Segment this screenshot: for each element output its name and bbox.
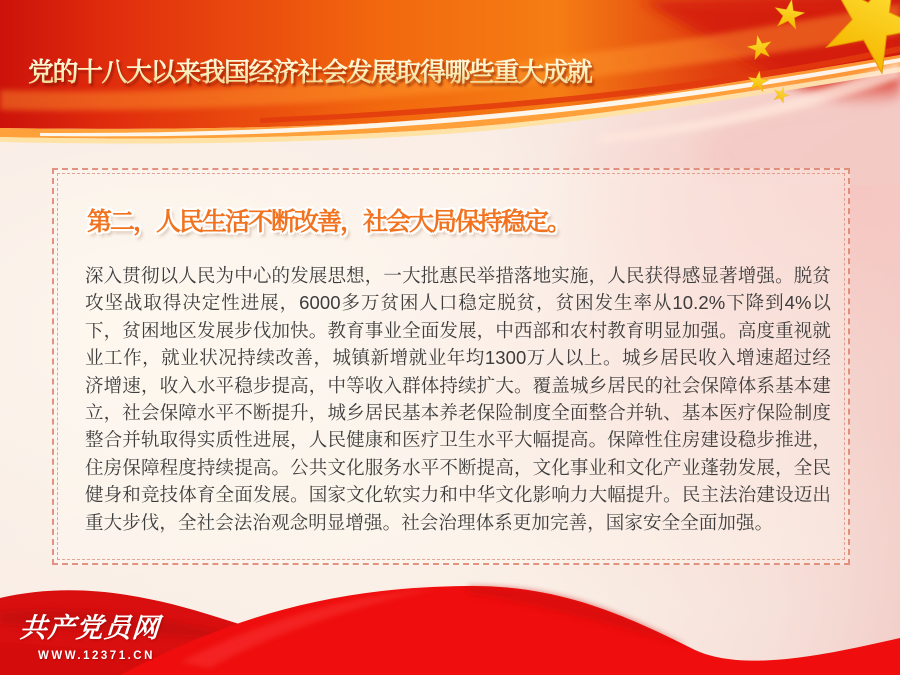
site-logo-name: 共产党员网 bbox=[18, 613, 161, 643]
site-logo-url: WWW.12371.CN bbox=[38, 650, 155, 662]
header-band bbox=[0, 0, 900, 185]
section-heading: 第二，人民生活不断改善，社会大局保持稳定。 bbox=[87, 208, 571, 236]
site-logo bbox=[20, 606, 200, 662]
body-paragraph: 深入贯彻以人民为中心的发展思想，一大批惠民举措落地实施，人民获得感显著增强。脱贫攻坚战取得决定性进展，6000多万贫困人口稳定脱贫，贫困发生率从10.2%下降到4%以下，贫困地区发展步伐加快。教育事业全面发展，中西部和农村教育明显加强。高度重视就业工作，就业状况持续改善，城镇新增就业年均1300万人以上。城乡居民收入增速超过经济增速，收入水平稳步提高，中等收入群体持续扩大。覆盖城乡居民的社会保障体系基本建立，社会保障水平不断提升，城乡居民基本养老保险制度全面整合并轨、基本医疗保险制度整合并轨取得实质性进展，人民健康和医疗卫生水平大幅提高。保障性住房建设稳步推进，住房保障程度持续提高。公共文化服务水平不断提高，文化事业和文化产业蓬勃发展，全民健身和竞技体育全面发展。国家文化软实力和中华文化影响力大幅提升。民主法治建设迈出重大步伐，全社会法治观念明显增强。社会治理体系更加完善，国家安全全面加强。 bbox=[85, 265, 831, 533]
page-title: 党的十八大以来我国经济社会发展取得哪些重大成就 bbox=[28, 52, 592, 89]
